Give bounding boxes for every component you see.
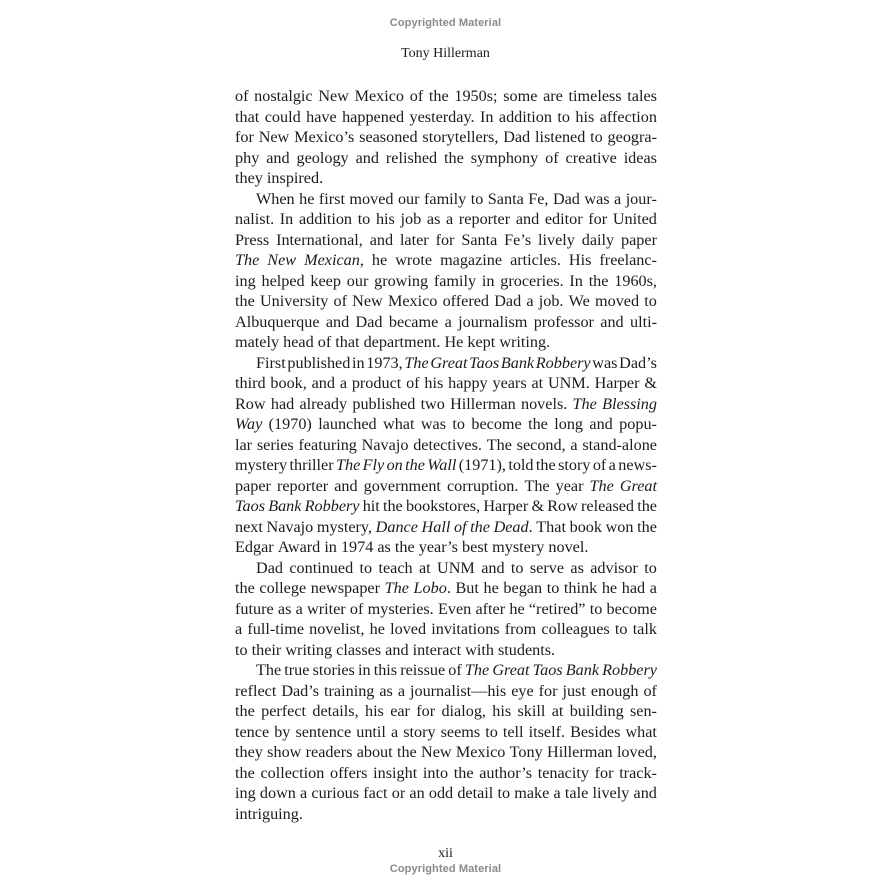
text-line: for New Mexico’s seasoned storytellers, Dad listened to geogra-: [235, 128, 657, 146]
text-line: When he first moved our family to Santa Fe, Dad was a jour-: [256, 189, 657, 208]
text-line: lar series featuring Navajo detectives. The second, a stand-alone: [235, 435, 657, 454]
body-text: [235, 86, 657, 824]
text-line: paper reporter and government corruption. The year The Great: [235, 476, 657, 495]
text-line: ing helped keep our growing family in groceries. In the 1960s,: [235, 271, 657, 290]
text-line: mystery thriller The Fly on the Wall (1971), told the story of a news-: [235, 456, 657, 474]
text-line: Taos Bank Robbery hit the bookstores, Harper & Row released the: [235, 497, 657, 515]
text-line: mately head of that department. He kept writing.: [235, 333, 551, 351]
running-head: Tony Hillerman: [401, 46, 490, 61]
text-line: ing down a curious fact or an odd detail to make a tale lively and: [235, 784, 657, 802]
paragraph: [235, 660, 657, 824]
text-line: third book, and a product of his happy years at UNM. Harper &: [235, 374, 657, 392]
text-line: phy and geology and relished the symphony of creative ideas: [235, 148, 657, 167]
text-line: Albuquerque and Dad became a journalism professor and ulti-: [235, 312, 657, 331]
text-line: nalist. In addition to his job as a reporter and editor for United: [235, 210, 657, 228]
text-line: of nostalgic New Mexico of the 1950s; some are timeless tales: [235, 87, 657, 105]
text-line: the collection offers insight into the author’s tenacity for track-: [235, 763, 657, 782]
text-line: Press International, and later for Santa Fe’s lively daily paper: [235, 230, 657, 249]
text-line: Way (1970) launched what was to become the long and popu-: [235, 415, 657, 433]
text-line: Edgar Award in 1974 as the year’s best mystery novel.: [235, 538, 589, 556]
paragraph: [235, 86, 657, 189]
text-line: tence by sentence until a story seems to tell itself. Besides what: [235, 722, 657, 741]
text-line: a full-time novelist, he loved invitations from colleagues to talk: [235, 620, 657, 638]
text-line: that could have happened yesterday. In addition to his affection: [235, 107, 657, 126]
text-line: Row had already published two Hillerman novels. The Blessing: [235, 394, 657, 413]
text-line: reflect Dad’s training as a journalist—his eye for just enough of: [235, 681, 657, 700]
text-line: next Navajo mystery, Dance Hall of the Dead. That book won the: [235, 517, 657, 536]
text-line: the perfect details, his ear for dialog, his skill at building sen-: [235, 702, 657, 720]
page-number: xii: [438, 846, 453, 861]
text-line: the college newspaper The Lobo. But he began to think he had a: [235, 579, 657, 597]
paragraph: [235, 353, 657, 558]
paragraph: [235, 558, 657, 661]
text-line: The true stories in this reissue of The Great Taos Bank Robbery: [256, 661, 657, 679]
text-line: to their writing classes and interact with students.: [235, 640, 556, 659]
text-line: intriguing.: [235, 804, 303, 823]
text-line: they show readers about the New Mexico Tony Hillerman loved,: [235, 743, 657, 761]
text-line: the University of New Mexico offered Dad a job. We moved to: [235, 292, 657, 310]
copyright-watermark-bottom: Copyrighted Material: [389, 863, 502, 875]
text-line: Dad continued to teach at UNM and to serve as advisor to: [256, 558, 657, 577]
text-line: future as a writer of mysteries. Even after he “retired” to become: [235, 599, 657, 618]
text-line: The New Mexican, he wrote magazine articles. His freelanc-: [235, 251, 657, 269]
paragraph: [235, 189, 657, 353]
text-line: First published in 1973, The Great Taos Bank Robbery was Dad’s: [256, 353, 657, 372]
text-line: they inspired.: [235, 169, 324, 187]
copyright-watermark-top: Copyrighted Material: [389, 17, 502, 29]
